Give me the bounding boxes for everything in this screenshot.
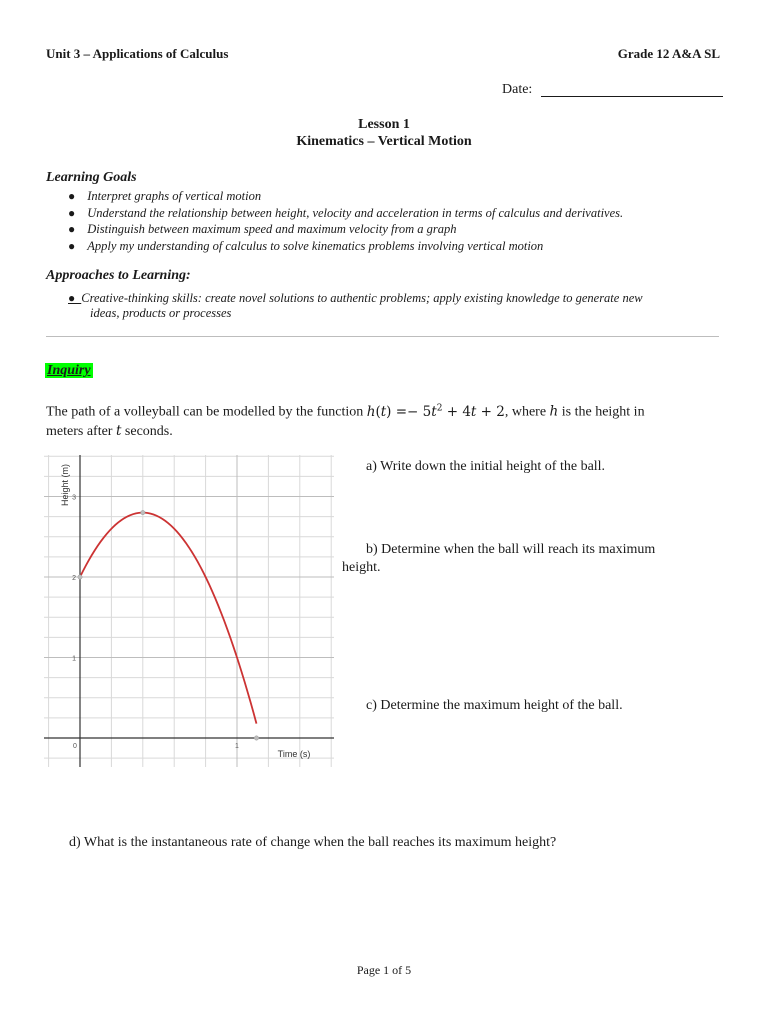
approaches-item: ● Creative-thinking skills: create novel solutions to authentic problems; apply existing knowledge to generate new (68, 291, 643, 305)
lesson-number: Lesson 1 (358, 117, 410, 132)
bullet-icon: ● (68, 189, 76, 203)
function-expression: $h(t) =- 5t^2 + 4t + 2$ (366, 403, 505, 420)
bullet-icon: ● (68, 222, 76, 236)
question-a: a) Write down the initial height of the ball. (366, 459, 606, 474)
variable-h: h (549, 403, 559, 420)
question-d: d) What is the instantaneous rate of change when the ball reaches its maximum height? (69, 835, 557, 850)
data-point (254, 736, 258, 740)
course-title: Grade 12 A&A SL (617, 46, 720, 61)
inquiry-intro-line1: The path of a volleyball can be modelled by the function $h(t) =- 5t^2 + 4t + 2$, where h is the height in (46, 403, 645, 420)
y-tick-label: 3 (72, 494, 76, 502)
y-tick-label: 2 (72, 575, 76, 582)
page-number: Page 1 of 5 (356, 963, 412, 977)
approaches-heading: Approaches to Learning: (46, 268, 191, 283)
date-label: Date: (502, 82, 533, 97)
height-time-graph (44, 455, 334, 767)
list-item: ● Distinguish between maximum speed and maximum velocity from a graph (68, 222, 457, 236)
question-b: b) Determine when the ball will reach its maximum (366, 542, 656, 557)
learning-goals-list (68, 187, 623, 253)
list-item: ● Apply my understanding of calculus to solve kinematics problems involving vertical motion (68, 238, 544, 253)
date-field[interactable] (541, 96, 723, 97)
unit-title: Unit 3 – Applications of Calculus (46, 46, 229, 61)
inquiry-label: Inquiry (47, 363, 91, 378)
section-divider (46, 336, 719, 337)
y-axis-label: Height (m) (60, 463, 70, 507)
lesson-title: Kinematics – Vertical Motion (296, 134, 472, 149)
inquiry-intro-line2: meters after t seconds. (46, 423, 173, 439)
bullet-icon: ● (68, 291, 82, 305)
list-item: ● Interpret graphs of vertical motion (68, 189, 262, 203)
approaches-item-cont: ideas, products or processes (90, 306, 232, 320)
list-item: ● Understand the relationship between height, velocity and acceleration in terms of calculus and derivatives. (68, 205, 624, 220)
bullet-icon: ● (68, 205, 76, 220)
x-tick-label: 1 (235, 743, 239, 750)
x-axis-label: Time (s) (277, 749, 311, 759)
y-tick-label: 1 (72, 655, 76, 663)
bullet-icon: ● (68, 238, 76, 253)
data-point (141, 510, 145, 514)
data-point (78, 575, 82, 579)
question-c: c) Determine the maximum height of the ball. (366, 698, 623, 713)
series-line (80, 513, 256, 724)
question-b-cont: height. (342, 560, 381, 575)
variable-t: t (115, 423, 122, 439)
learning-goals-heading: Learning Goals (46, 170, 137, 185)
x-tick-label: 0 (73, 743, 77, 750)
